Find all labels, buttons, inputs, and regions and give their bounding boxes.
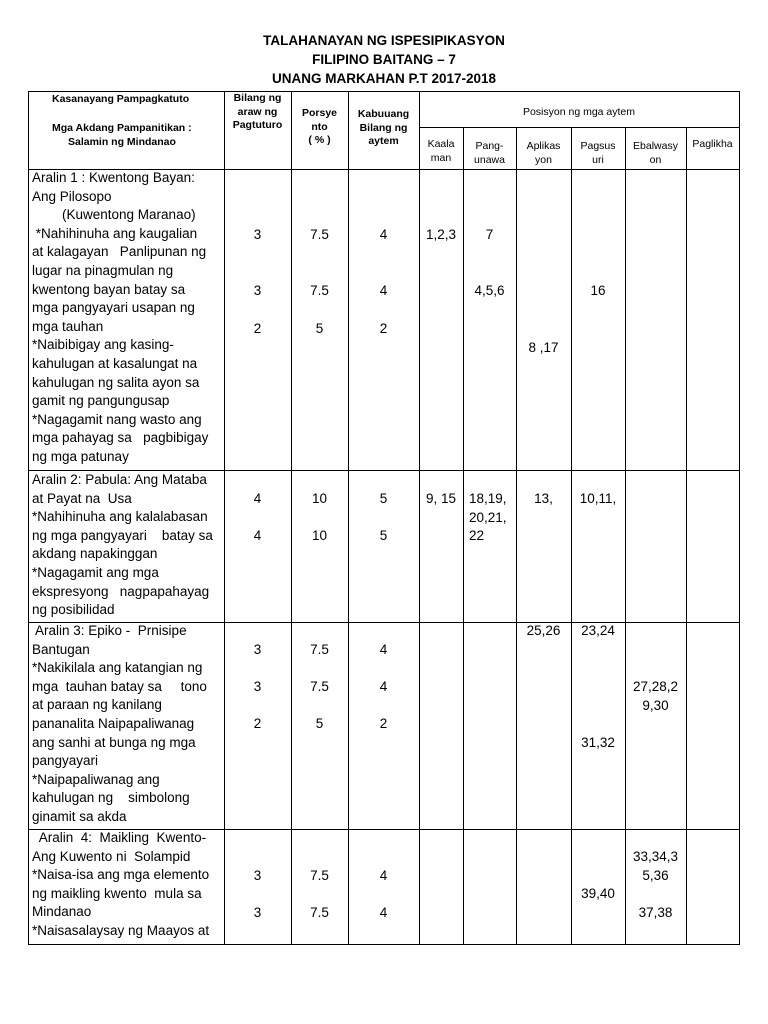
row-3-pct-b: 7.5 [310,679,329,694]
row-3-days-b: 3 [253,679,262,694]
row-3-total-a: 4 [379,642,388,657]
row-4-pct-a: 7.5 [310,868,329,883]
title-line-3: UNANG MARKAHAN P.T 2017-2018 [271,71,497,86]
row-4-ebalwasyon-b: 37,38 [638,905,673,920]
row-1-aplikasyon: 8 ,17 [528,340,559,355]
title-line-1: TALAHANAYAN NG ISPESIPIKASYON [263,33,505,48]
row-3-total-c: 2 [379,716,388,731]
header-posisyon: Posisyon ng mga aytem [522,106,636,118]
row-2-kaalaman: 9, 15 [425,491,457,506]
row-4-total-a: 4 [379,868,388,883]
row-1-total-b: 4 [379,283,388,298]
row-2-aplikasyon: 13, [534,491,553,506]
row-1-competency: Aralin 1 : Kwentong Bayan: Ang Pilosopo (Kuwentong Maranao) *Nahihinuha ang kaugalian at kalagayan Panlipunan ng lugar na pinagmulan ng kwentong bayan batay sa mga pangyayari usapan ng mga tauhan *Naibibigay ang kasing- kahulugan at kasalungat na kahulugan ng salita ayon sa gamit ng pangungusap *Nagagamit nang wasto ang mga pahayag sa pagbibigay ng mga patunay [32,170,209,464]
header-akda-line1: Mga Akdang Pampanitikan : [52,122,192,134]
header-ebalwasyon: Ebalwasy on [633,140,678,166]
header-akda-line2: Salamin ng Mindanao [68,136,176,148]
row-1-total-c: 2 [379,321,388,336]
row-3-pagsusuri-a: 23,24 [581,623,615,638]
header-kaalaman: Kaala man [427,138,455,164]
row-2-total-a: 5 [379,491,388,506]
row-1-days-c: 2 [253,321,262,336]
row-2-pct-b: 10 [311,528,328,543]
row-3-pagsusuri-b: 31,32 [581,735,615,750]
header-paglikha: Paglikha [692,138,733,150]
title-line-2: FILIPINO BAITANG – 7 [312,52,456,67]
row-1-days-a: 3 [253,227,262,242]
row-4-total-b: 4 [379,905,388,920]
row-1-kaalaman: 1,2,3 [425,227,457,242]
row-3-total-b: 4 [379,679,388,694]
row-1-pct-a: 7.5 [310,227,329,242]
row-2-pangunawa: 18,19, 20,21, 22 [469,491,507,544]
row-4-competency: Aralin 4: Maikling Kwento- Ang Kuwento ni Solampid *Naisa-isa ang mga elemento ng maikling kwento mula sa Mindanao *Naisasalaysay ng Maayos at [32,830,210,938]
row-1-total-a: 4 [379,227,388,242]
row-1-pangunawa-b: 4,5,6 [474,283,505,298]
header-kasanayan: Kasanayang Pampagkatuto [52,93,190,105]
row-1-pangunawa-a: 7 [485,227,494,242]
row-1-pagsusuri: 16 [590,283,606,298]
header-porsyento: Porsye nto ( % ) [301,107,338,147]
row-2-days-a: 4 [253,491,262,506]
row-2-competency: Aralin 2: Pabula: Ang Mataba at Payat na Usa *Nahihinuha ang kalalabasan ng mga pangyayari batay sa akdang napakinggan *Nagagamit ang mga ekspresyong nagpapahayag ng posibilidad [32,472,213,618]
row-4-days-a: 3 [253,868,262,883]
header-bilang-ng-araw: Bilang ng araw ng Pagtuturo [232,92,283,132]
row-3-ebalwasyon: 27,28,2 9,30 [632,679,679,713]
row-3-days-c: 2 [253,716,262,731]
row-4-pct-b: 7.5 [310,905,329,920]
row-4-pagsusuri: 39,40 [581,886,615,901]
row-3-pct-c: 5 [315,716,324,731]
row-2-pagsusuri: 10,11, [579,491,617,506]
row-1-pct-c: 5 [315,321,324,336]
row-3-days-a: 3 [253,642,262,657]
row-2-total-b: 5 [379,528,388,543]
row-1-days-b: 3 [253,283,262,298]
row-4-ebalwasyon-a: 33,34,3 5,36 [632,849,679,883]
row-1-pct-b: 7.5 [310,283,329,298]
row-4-days-b: 3 [253,905,262,920]
row-3-competency: Aralin 3: Epiko - Prnisipe Bantugan *Nakikilala ang katangian ng mga tauhan batay sa tono at paraan ng kanilang pananalita Naipapaliwanag ang sanhi at bunga ng mga pangyayari *Naipapaliwanag ang kahulugan ng simbolong ginamit sa akda [32,623,207,824]
header-pangunawa: Pang- unawa [474,140,505,166]
row-2-days-b: 4 [253,528,262,543]
header-pagsusuri: Pagsus uri [580,140,616,166]
row-3-pct-a: 7.5 [310,642,329,657]
header-aplikasyon: Aplikas yon [526,140,561,166]
row-2-pct-a: 10 [311,491,328,506]
header-kabuuang-aytem: Kabuuang Bilang ng aytem [357,108,410,148]
row-3-aplikasyon: 25,26 [526,623,561,638]
